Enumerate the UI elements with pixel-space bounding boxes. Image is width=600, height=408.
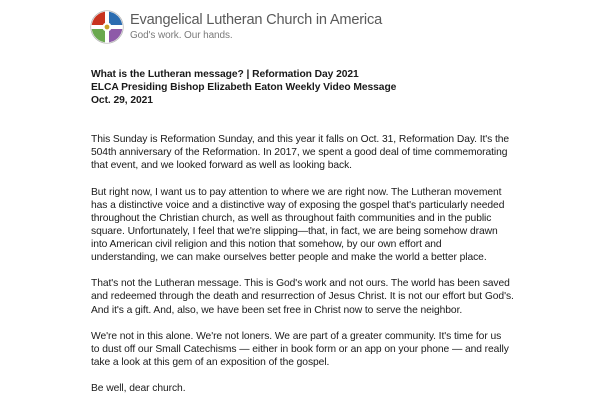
paragraph-2 xyxy=(91,186,531,265)
paragraph-line: has a distinctive voice and a distinctive way of exposing the gospel that's particularly needed xyxy=(91,199,505,211)
paragraph-line: and redeemed through the death and resurrection of Jesus Christ. It is not our effort but God's. xyxy=(91,291,514,303)
paragraph-line: 504th anniversary of the Reformation. In 2017, we spent a good deal of time commemorating xyxy=(91,147,508,159)
paragraph-line: We're not in this alone. We're not loners. We are part of a greater community. It's time for us xyxy=(91,330,502,342)
paragraph-line: understanding, we can make ourselves better people and make the world a better place. xyxy=(91,252,487,264)
document-body xyxy=(91,68,531,408)
paragraph-line: that event, and we looked forward as well as looking back. xyxy=(91,160,352,172)
paragraph-5 xyxy=(91,382,531,395)
document-heading xyxy=(91,68,531,107)
paragraph-line: But right now, I want us to pay attention to where we are right now. The Lutheran movement xyxy=(91,186,502,198)
elca-cross-icon xyxy=(90,10,124,44)
paragraph-4 xyxy=(91,330,531,369)
paragraph-1 xyxy=(91,133,531,172)
logo-text xyxy=(130,12,382,43)
paragraph-line: take a look at this gem of an exposition of the gospel. xyxy=(91,356,330,368)
paragraph-line: That's not the Lutheran message. This is God's work and not ours. The world has been saved xyxy=(91,278,510,290)
paragraph-line: And it's a gift. And, also, we have been set free in Christ now to serve the neighbor. xyxy=(91,304,463,316)
org-name: Evangelical Lutheran Church in America xyxy=(130,11,382,28)
heading-title: What is the Lutheran message? | Reformation Day 2021 xyxy=(91,69,359,80)
elca-logo xyxy=(90,9,382,45)
paragraph-line: into American civil religion and this notion that somehow, by our own effort and xyxy=(91,239,442,251)
paragraph-line: Be well, dear church. xyxy=(91,383,186,395)
paragraph-line: square. Unfortunately, I feel that we're slipping—that, in fact, we are being somehow drawn xyxy=(91,225,498,237)
paragraph-line: to dust off our Small Catechisms — either in book form or an app on your phone — and really xyxy=(91,343,509,355)
paragraph-3 xyxy=(91,277,531,316)
org-tagline: God's work. Our hands. xyxy=(130,29,233,41)
paragraph-line: throughout the Christian church, as well as throughout faith communities and in the public xyxy=(91,212,492,224)
paragraph-line: This Sunday is Reformation Sunday, and this year it falls on Oct. 31, Reformation Day. It's the xyxy=(91,134,510,146)
heading-date: Oct. 29, 2021 xyxy=(91,95,153,107)
heading-subtitle: ELCA Presiding Bishop Elizabeth Eaton Weekly Video Message xyxy=(91,82,397,94)
